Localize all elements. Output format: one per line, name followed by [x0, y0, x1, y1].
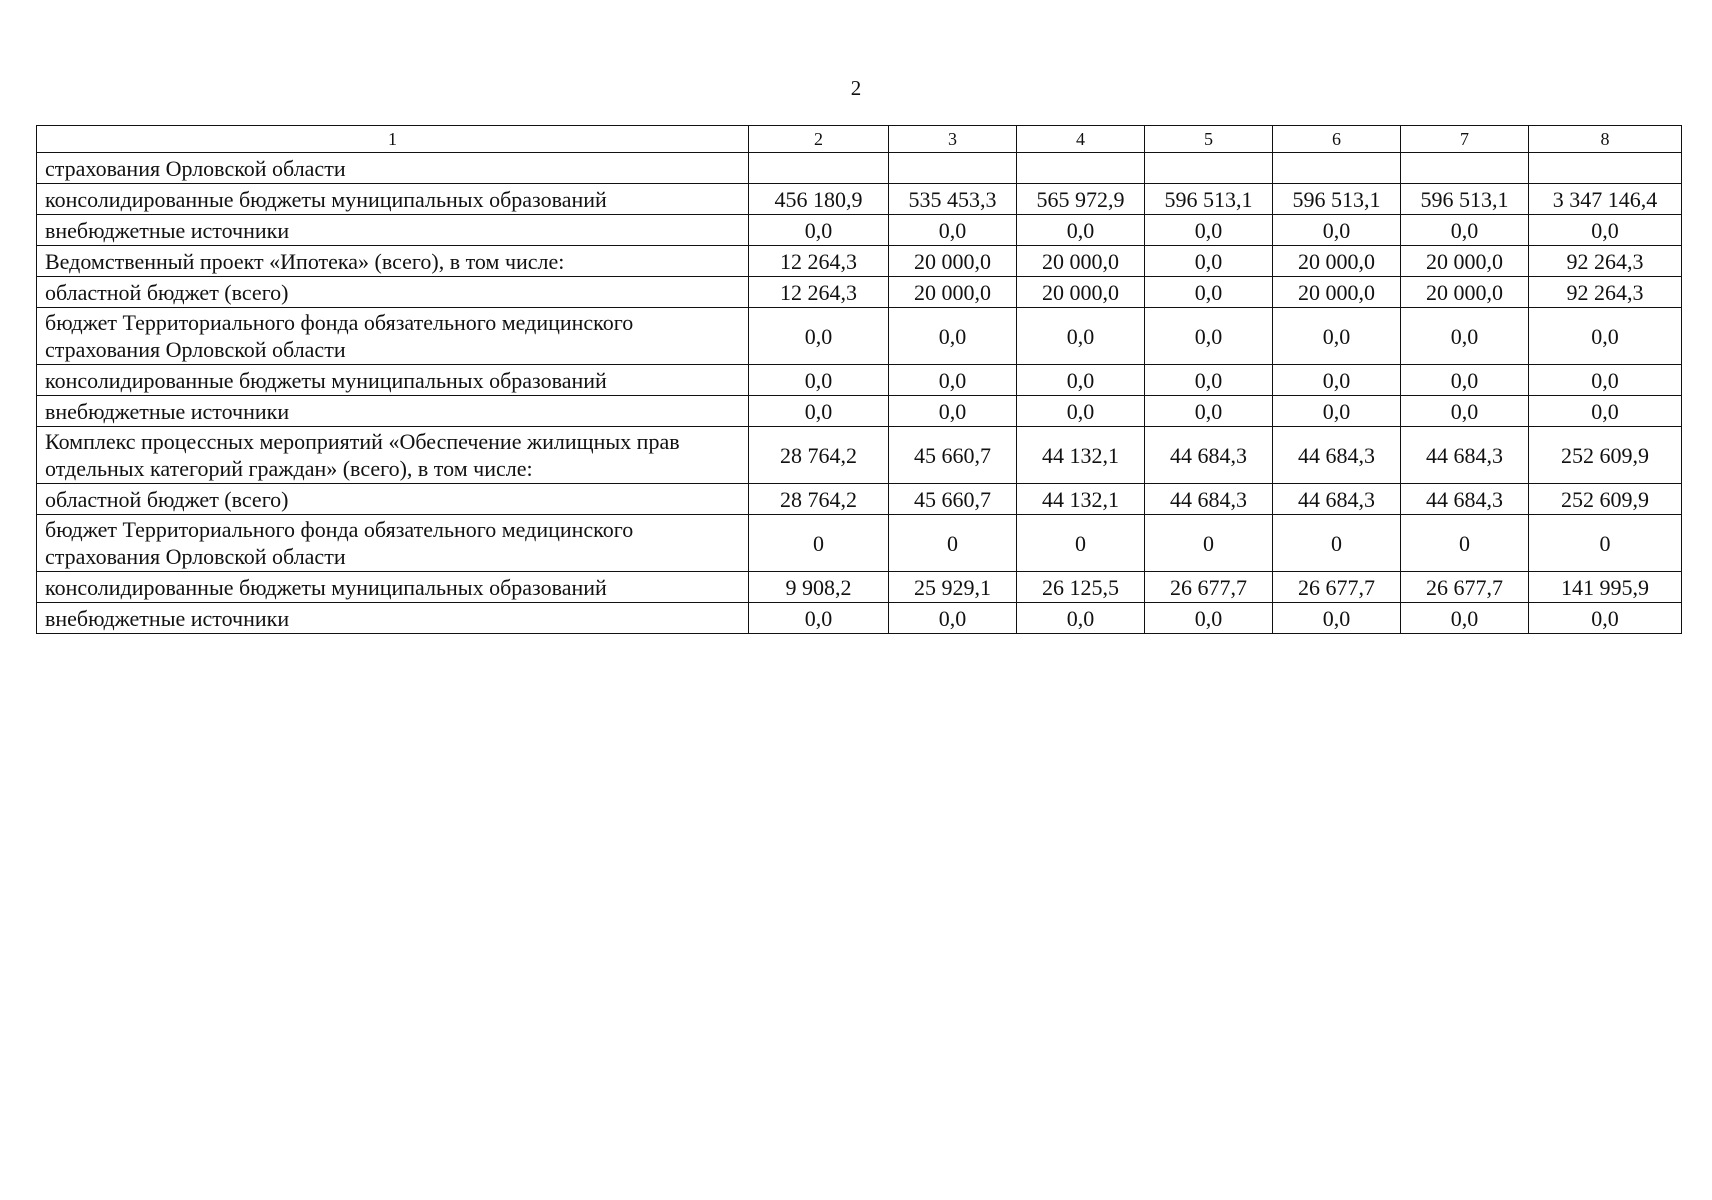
column-header: 2 — [749, 126, 889, 153]
row-value: 28 764,2 — [749, 484, 889, 515]
row-label: Комплекс процессных мероприятий «Обеспечение жилищных прав отдельных категорий граждан» (всего), в том числе: — [37, 427, 749, 484]
row-value — [889, 153, 1017, 184]
row-value: 20 000,0 — [1401, 277, 1529, 308]
row-label: внебюджетные источники — [37, 215, 749, 246]
row-label: консолидированные бюджеты муниципальных образований — [37, 365, 749, 396]
table-row — [37, 603, 1682, 634]
row-label: областной бюджет (всего) — [37, 484, 749, 515]
row-value: 44 132,1 — [1017, 484, 1145, 515]
table-row — [37, 396, 1682, 427]
row-value: 0,0 — [1017, 308, 1145, 365]
row-value: 0,0 — [1529, 308, 1682, 365]
table-row — [37, 365, 1682, 396]
row-value: 0,0 — [1145, 277, 1273, 308]
table-body — [37, 153, 1682, 634]
table-row — [37, 515, 1682, 572]
row-value: 0,0 — [749, 396, 889, 427]
row-value: 44 684,3 — [1145, 484, 1273, 515]
row-value: 0 — [1273, 515, 1401, 572]
row-value: 20 000,0 — [1273, 277, 1401, 308]
row-value: 0 — [1529, 515, 1682, 572]
row-value: 0,0 — [1401, 396, 1529, 427]
row-value: 252 609,9 — [1529, 427, 1682, 484]
row-value: 0,0 — [889, 308, 1017, 365]
column-header: 6 — [1273, 126, 1401, 153]
row-value: 45 660,7 — [889, 484, 1017, 515]
row-value: 535 453,3 — [889, 184, 1017, 215]
row-value: 0,0 — [1273, 603, 1401, 634]
row-value: 26 677,7 — [1145, 572, 1273, 603]
row-value: 25 929,1 — [889, 572, 1017, 603]
row-value: 12 264,3 — [749, 277, 889, 308]
row-value: 0 — [1401, 515, 1529, 572]
row-value: 28 764,2 — [749, 427, 889, 484]
row-value: 0,0 — [1529, 365, 1682, 396]
column-header: 5 — [1145, 126, 1273, 153]
row-label: бюджет Территориального фонда обязательного медицинского страхования Орловской области — [37, 308, 749, 365]
page-number: 2 — [850, 76, 862, 100]
row-label: консолидированные бюджеты муниципальных образований — [37, 572, 749, 603]
row-value: 0,0 — [1145, 603, 1273, 634]
row-value: 141 995,9 — [1529, 572, 1682, 603]
row-value: 0,0 — [749, 215, 889, 246]
row-value: 20 000,0 — [1017, 277, 1145, 308]
column-header: 7 — [1401, 126, 1529, 153]
row-value: 0 — [1145, 515, 1273, 572]
row-label: областной бюджет (всего) — [37, 277, 749, 308]
row-value: 0,0 — [1529, 215, 1682, 246]
row-value: 20 000,0 — [889, 246, 1017, 277]
row-value: 20 000,0 — [1401, 246, 1529, 277]
row-value: 596 513,1 — [1401, 184, 1529, 215]
row-value: 0,0 — [749, 603, 889, 634]
row-value: 0,0 — [1401, 215, 1529, 246]
row-value: 0,0 — [889, 365, 1017, 396]
row-value: 0,0 — [1529, 603, 1682, 634]
row-value — [1145, 153, 1273, 184]
row-value: 26 677,7 — [1273, 572, 1401, 603]
row-value: 0,0 — [889, 215, 1017, 246]
row-value: 0,0 — [1529, 396, 1682, 427]
row-value: 0 — [1017, 515, 1145, 572]
row-label: консолидированные бюджеты муниципальных образований — [37, 184, 749, 215]
row-value: 0,0 — [1145, 215, 1273, 246]
row-value: 252 609,9 — [1529, 484, 1682, 515]
row-value: 0,0 — [1017, 215, 1145, 246]
table-row — [37, 215, 1682, 246]
table-row — [37, 572, 1682, 603]
table-row — [37, 308, 1682, 365]
row-label: страхования Орловской области — [37, 153, 749, 184]
row-value: 92 264,3 — [1529, 246, 1682, 277]
table-row — [37, 277, 1682, 308]
row-value: 0,0 — [1401, 603, 1529, 634]
row-value: 44 684,3 — [1273, 484, 1401, 515]
row-value: 44 684,3 — [1273, 427, 1401, 484]
budget-table — [36, 125, 1682, 634]
row-value: 0,0 — [1401, 365, 1529, 396]
row-value: 0,0 — [749, 308, 889, 365]
row-value: 45 660,7 — [889, 427, 1017, 484]
row-label: Ведомственный проект «Ипотека» (всего), в том числе: — [37, 246, 749, 277]
row-value: 0,0 — [1273, 215, 1401, 246]
row-value: 26 125,5 — [1017, 572, 1145, 603]
column-header: 8 — [1529, 126, 1682, 153]
row-value — [749, 153, 889, 184]
row-value: 0,0 — [1145, 365, 1273, 396]
row-value: 12 264,3 — [749, 246, 889, 277]
row-label: бюджет Территориального фонда обязательного медицинского страхования Орловской области — [37, 515, 749, 572]
row-value: 0,0 — [1017, 603, 1145, 634]
row-value: 20 000,0 — [889, 277, 1017, 308]
row-value — [1401, 153, 1529, 184]
row-label: внебюджетные источники — [37, 396, 749, 427]
row-value: 44 132,1 — [1017, 427, 1145, 484]
column-header: 3 — [889, 126, 1017, 153]
table-header-row — [37, 126, 1682, 153]
row-value: 0,0 — [1145, 246, 1273, 277]
row-value: 0,0 — [1273, 365, 1401, 396]
row-value: 0,0 — [889, 396, 1017, 427]
row-value: 0,0 — [1401, 308, 1529, 365]
row-value: 26 677,7 — [1401, 572, 1529, 603]
table-row — [37, 427, 1682, 484]
column-header: 1 — [37, 126, 749, 153]
table-row — [37, 153, 1682, 184]
row-value: 92 264,3 — [1529, 277, 1682, 308]
row-value: 0,0 — [1273, 308, 1401, 365]
row-value — [1529, 153, 1682, 184]
table-row — [37, 184, 1682, 215]
row-value: 0 — [889, 515, 1017, 572]
row-value: 0,0 — [1017, 365, 1145, 396]
row-label: внебюджетные источники — [37, 603, 749, 634]
table-row — [37, 246, 1682, 277]
row-value: 0 — [749, 515, 889, 572]
row-value: 20 000,0 — [1017, 246, 1145, 277]
row-value: 44 684,3 — [1145, 427, 1273, 484]
row-value: 3 347 146,4 — [1529, 184, 1682, 215]
row-value — [1273, 153, 1401, 184]
row-value: 0,0 — [1145, 396, 1273, 427]
row-value — [1017, 153, 1145, 184]
row-value: 44 684,3 — [1401, 484, 1529, 515]
table-row — [37, 484, 1682, 515]
column-header: 4 — [1017, 126, 1145, 153]
row-value: 596 513,1 — [1273, 184, 1401, 215]
row-value: 9 908,2 — [749, 572, 889, 603]
row-value: 596 513,1 — [1145, 184, 1273, 215]
row-value: 0,0 — [1273, 396, 1401, 427]
row-value: 20 000,0 — [1273, 246, 1401, 277]
row-value: 565 972,9 — [1017, 184, 1145, 215]
row-value: 44 684,3 — [1401, 427, 1529, 484]
row-value: 0,0 — [1017, 396, 1145, 427]
row-value: 0,0 — [1145, 308, 1273, 365]
row-value: 0,0 — [749, 365, 889, 396]
row-value: 0,0 — [889, 603, 1017, 634]
row-value: 456 180,9 — [749, 184, 889, 215]
